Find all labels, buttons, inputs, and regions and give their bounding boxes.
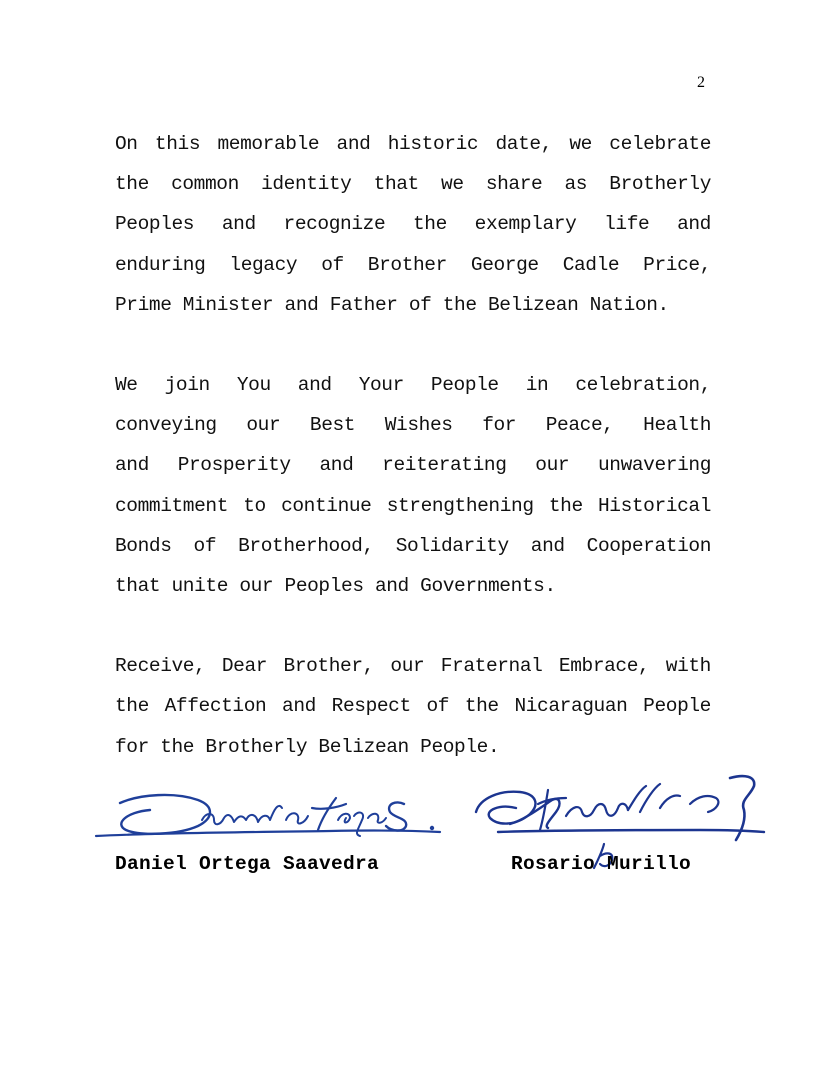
- text-line: Bonds of Brotherhood, Solidarity and Cooperation: [115, 534, 711, 557]
- text-line: for the Brotherly Belizean People.: [115, 735, 500, 758]
- signature-stroke: [476, 792, 535, 824]
- paragraph-celebration: [115, 124, 711, 325]
- signature-stroke: [566, 804, 628, 817]
- signature-block: [0, 760, 825, 920]
- handwritten-signature-ortega: [96, 795, 440, 836]
- signature-stroke: [690, 796, 718, 812]
- text-line: the Affection and Respect of the Nicaraguan People: [115, 695, 711, 718]
- signature-stroke: [312, 798, 346, 830]
- letter-body: [115, 124, 711, 807]
- signer-name-ortega: Daniel Ortega Saavedra: [115, 853, 380, 875]
- text-line: Receive, Dear Brother, our Fraternal Embrace, with: [115, 655, 711, 678]
- signature-stroke: [538, 790, 566, 830]
- signer-name-murillo: Rosario Murillo: [511, 853, 692, 875]
- text-line: enduring legacy of Brother George Cadle Price,: [115, 253, 711, 276]
- signature-stroke: [498, 830, 764, 832]
- text-line: and Prosperity and reiterating our unwavering: [115, 454, 711, 477]
- signature-stroke: [286, 813, 308, 823]
- signature-stroke: [368, 814, 386, 823]
- signature-stroke: [120, 795, 210, 834]
- text-line: the common identity that we share as Brotherly: [115, 173, 711, 196]
- signature-stroke: [96, 831, 440, 836]
- signature-stroke: [628, 784, 680, 812]
- paragraph-closing: [115, 646, 711, 767]
- page-number: 2: [697, 74, 705, 91]
- text-line: Prime Minister and Father of the Belizean Nation.: [115, 293, 669, 316]
- text-line: We join You and Your People in celebration,: [115, 374, 711, 397]
- signature-stroke: [202, 806, 282, 824]
- text-line: Peoples and recognize the exemplary life and: [115, 213, 711, 236]
- signature-dot: [430, 826, 434, 830]
- text-line: conveying our Best Wishes for Peace, Health: [115, 414, 711, 437]
- signatures-drawing: [0, 760, 825, 920]
- signature-stroke: [338, 813, 363, 836]
- text-line: commitment to continue strengthening the Historical: [115, 494, 711, 517]
- text-line: On this memorable and historic date, we celebrate: [115, 133, 711, 155]
- text-line: that unite our Peoples and Governments.: [115, 575, 556, 598]
- paragraph-wishes: [115, 365, 711, 606]
- signature-stroke: [386, 802, 406, 830]
